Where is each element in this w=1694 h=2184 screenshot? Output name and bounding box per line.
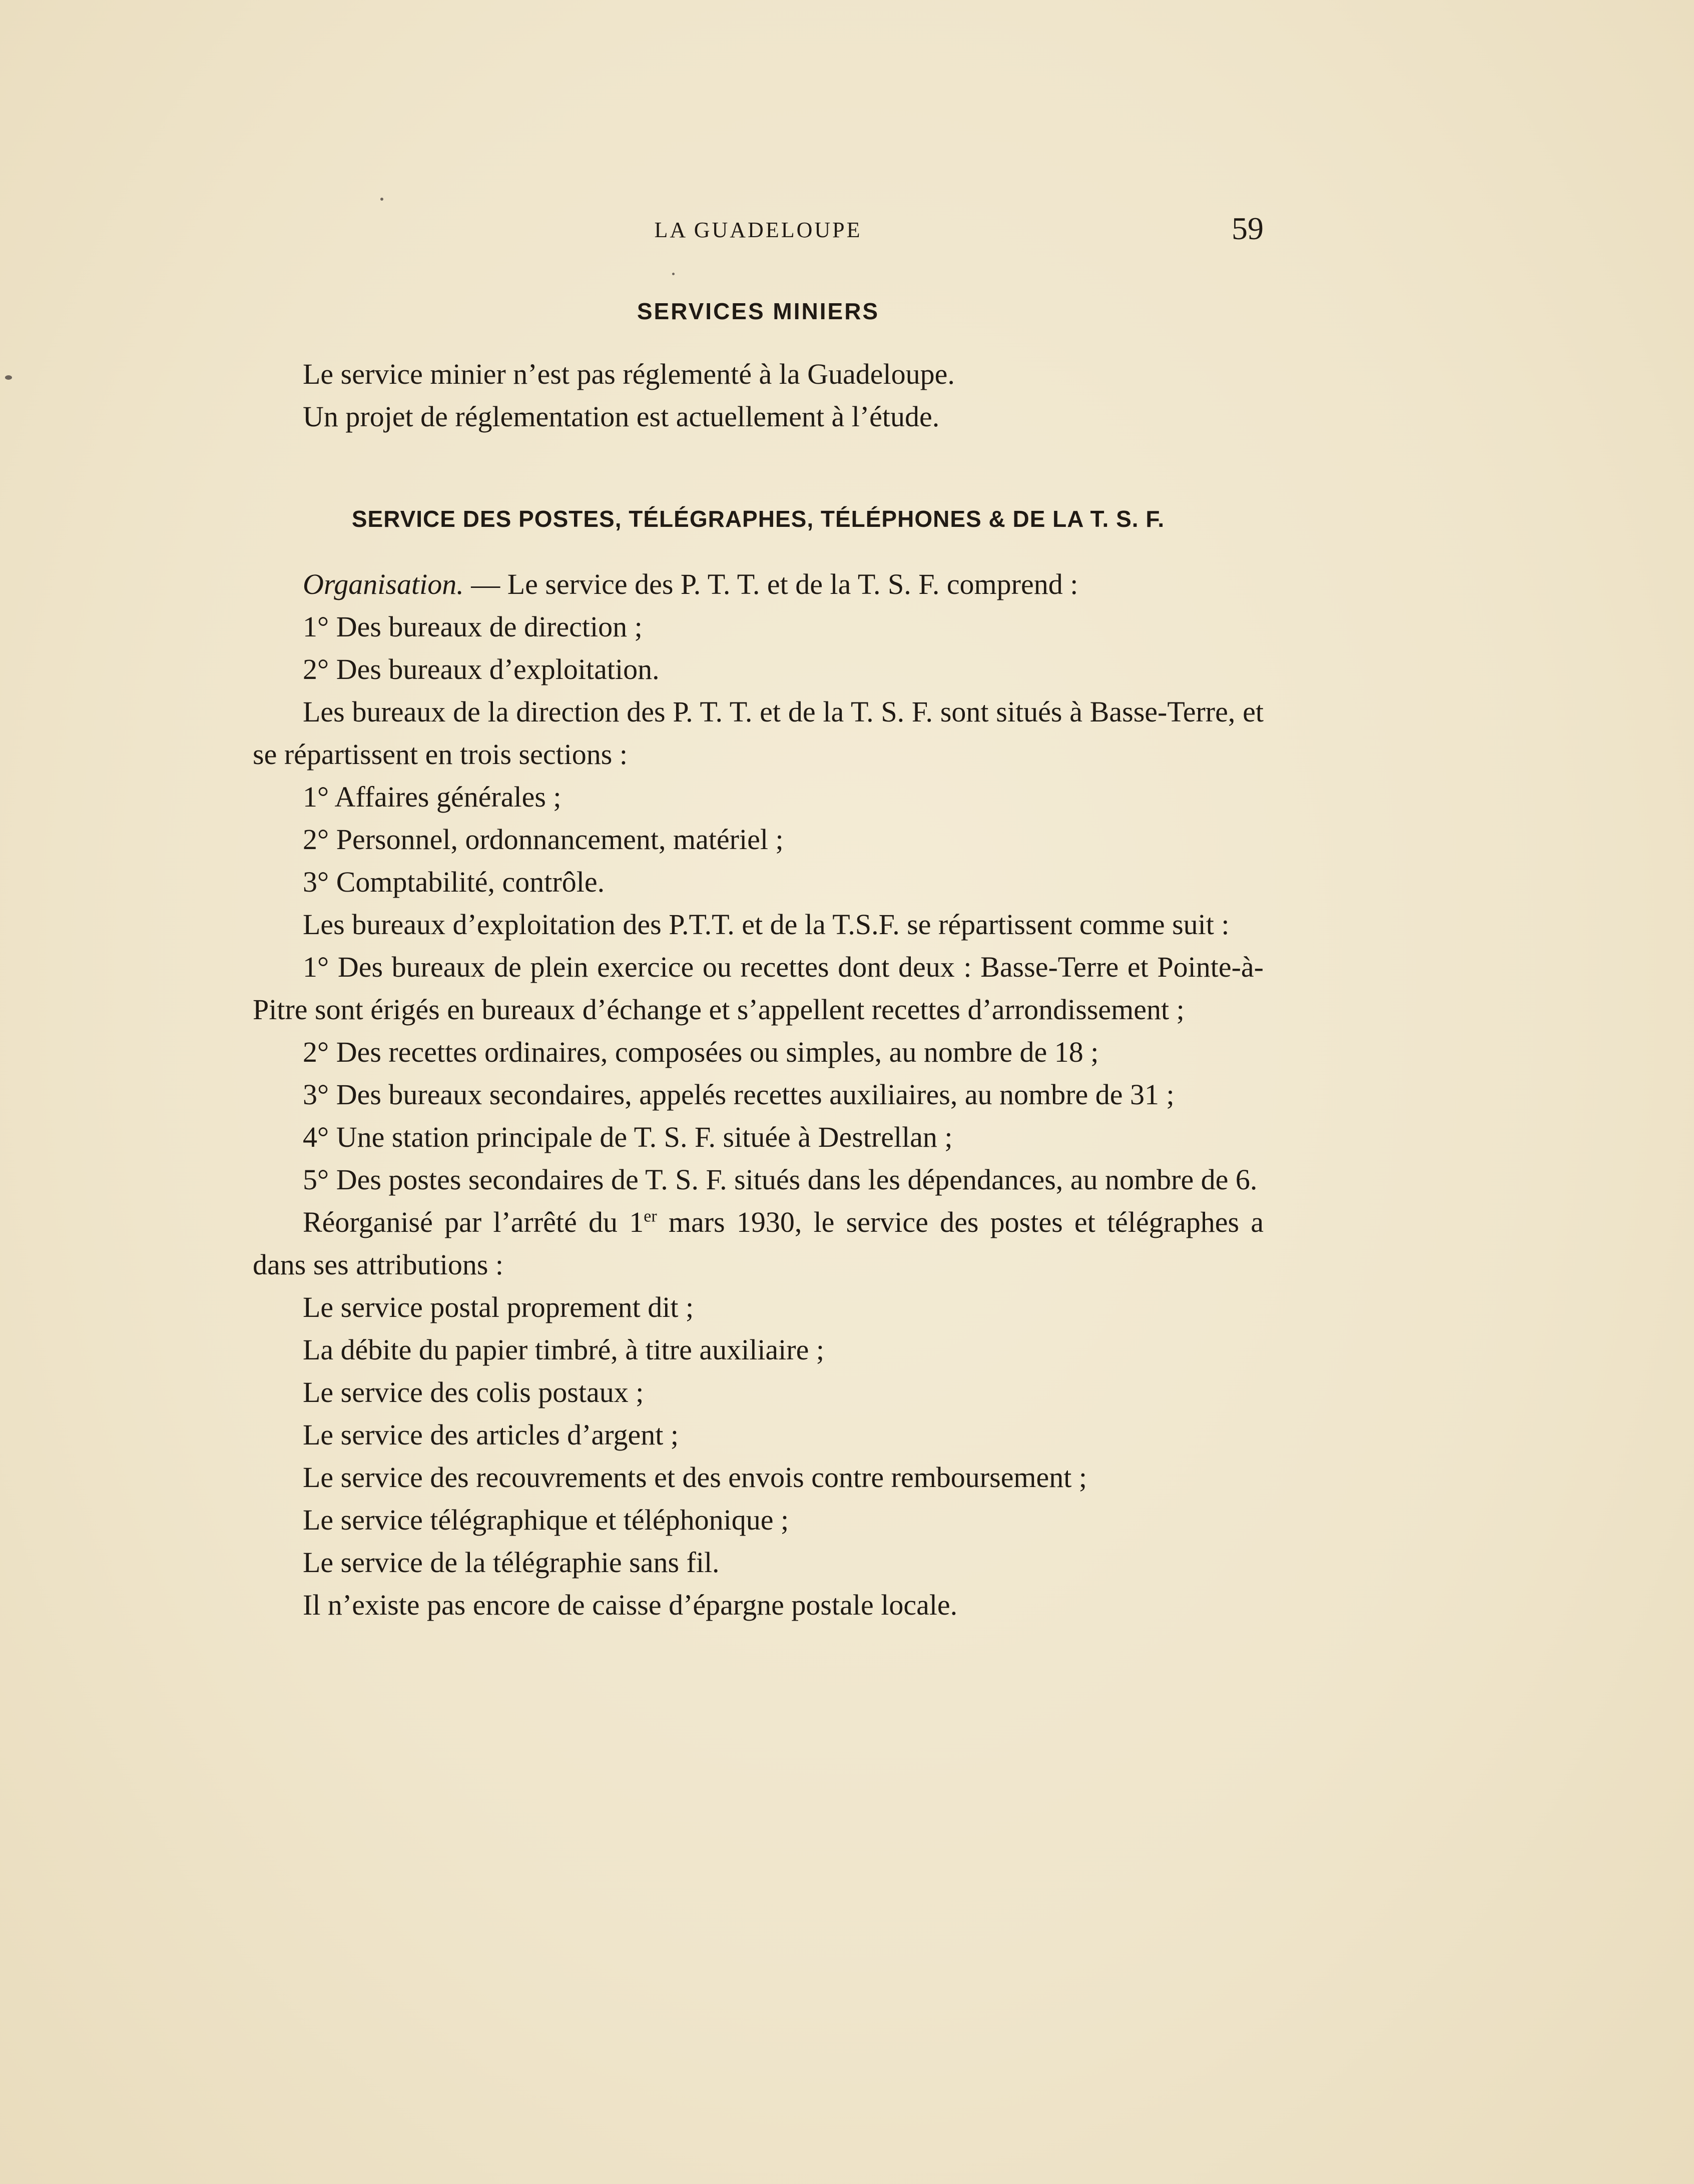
list-item: Le service des colis postaux ; <box>303 1376 644 1408</box>
closing-paragraph: Il n’existe pas encore de caisse d’épargne postale locale. <box>303 1589 958 1621</box>
reorganisation-text-start: Réorganisé par l’arrêté du 1 <box>303 1206 644 1238</box>
heading-services-miniers: SERVICES MINIERS <box>637 298 880 324</box>
list-item: 4° Une station principale de T. S. F. située à Destrellan ; <box>303 1121 953 1153</box>
list-item: 3° Des bureaux secondaires, appelés recettes auxiliaires, au nombre de 31 ; <box>303 1078 1175 1111</box>
mining-text <box>253 353 1264 438</box>
ink-speck <box>380 198 383 201</box>
list-item: La débite du papier timbré, à titre auxiliaire ; <box>303 1333 824 1366</box>
list-item: 2° Personnel, ordonnancement, matériel ; <box>303 823 784 856</box>
list-item: 2° Des recettes ordinaires, composées ou simples, au nombre de 18 ; <box>303 1036 1099 1068</box>
list-item: Le service des articles d’argent ; <box>303 1418 679 1451</box>
list-item: 5° Des postes secondaires de T. S. F. situés dans les dépendances, au nombre de 6. <box>303 1163 1258 1196</box>
heading-postes-telegraphes: SERVICE DES POSTES, TÉLÉGRAPHES, TÉLÉPHONES & DE LA T. S. F. <box>351 506 1165 532</box>
list-item: 1° Affaires générales ; <box>303 781 561 813</box>
list-item: 1° Des bureaux de plein exercice ou recettes dont deux : Basse-Terre et Pointe-à-Pitre sont érigés en bureaux d’échange et s’appellent recettes d’arrondissement ; <box>253 951 1264 1026</box>
organisation-text: — Le service des P. T. T. et de la T. S. F. comprend : <box>463 568 1078 600</box>
list-item: 3° Comptabilité, contrôle. <box>303 866 605 898</box>
running-head <box>253 210 1264 255</box>
direction-paragraph: Les bureaux de la direction des P. T. T. et de la T. S. F. sont situés à Basse-Terre, et se répartissent en trois sections : <box>253 695 1264 771</box>
reorganisation-text-end: mars 1930, le service des postes et télégraphes a dans ses attributions : <box>253 1206 1264 1281</box>
list-item: Le service télégraphique et téléphonique ; <box>303 1504 789 1536</box>
ink-speck <box>672 273 675 275</box>
page-number: 59 <box>1232 211 1264 246</box>
list-item: Le service de la télégraphie sans fil. <box>303 1546 720 1579</box>
posts-text <box>253 563 1264 1626</box>
ordinal-superscript: er <box>644 1207 657 1226</box>
list-item: Le service des recouvrements et des envois contre remboursement ; <box>303 1461 1087 1494</box>
list-item: 2° Des bureaux d’exploitation. <box>303 653 660 685</box>
list-item: 1° Des bureaux de direction ; <box>303 610 643 643</box>
organisation-paragraph <box>253 563 1264 605</box>
organisation-label: Organisation. <box>303 568 464 600</box>
ink-speck <box>5 375 12 380</box>
exploitation-paragraph: Les bureaux d’exploitation des P.T.T. et de la T.S.F. se répartissent comme suit : <box>303 908 1230 941</box>
list-item: Le service postal proprement dit ; <box>303 1291 694 1323</box>
running-title: LA GUADELOUPE <box>654 218 862 242</box>
reorganisation-paragraph <box>253 1201 1264 1286</box>
mining-paragraph-2: Un projet de réglementation est actuellement à l’étude. <box>303 400 940 433</box>
mining-paragraph-1: Le service minier n’est pas réglementé à la Guadeloupe. <box>303 358 955 390</box>
